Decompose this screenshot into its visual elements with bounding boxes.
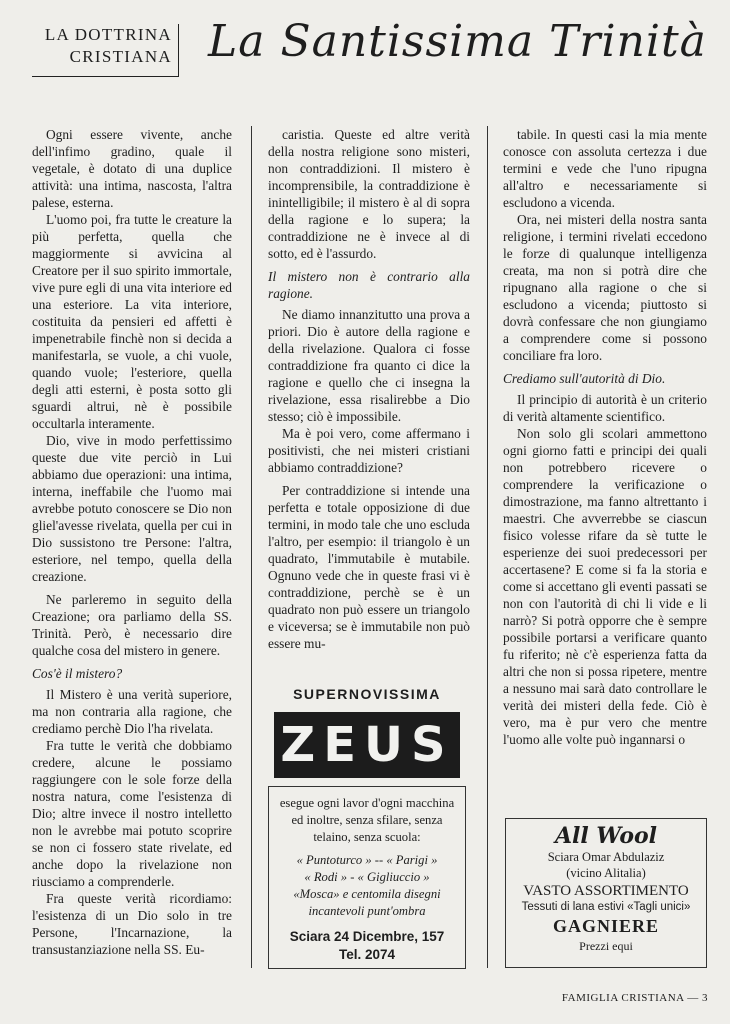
paragraph: Ogni essere vivente, anche dell'infimo gradino, quale il vegetale, è dotato di una duplice attività: una intima, nascosta, l'altra palese, esterna. <box>32 127 232 210</box>
ad-address-note: (vicino Alitalia) <box>566 866 646 880</box>
paragraph: Ne parleremo in seguito della Creazione; ora parliamo della SS. Trinità. Però, è necessario dire qualche cosa del mistero in genere. <box>32 592 232 658</box>
subheading: Il mistero non è contrario alla ragione. <box>268 269 470 301</box>
ad-brand: All Wool <box>554 823 658 849</box>
paragraph: Il Mistero è una verità superiore, ma non contraria alla ragione, che crediamo perchè Dio l'ha rivelata. <box>32 687 232 736</box>
section-label-line1: LA DOTTRINA <box>44 25 172 44</box>
ad-prices: Prezzi equi <box>579 939 633 953</box>
ad-description: esegue ogni lavor d'ogni macchina ed inoltre, senza sfilare, senza telaino, senza scuola: <box>279 796 455 844</box>
article-title: La Santissima Trinità <box>208 16 707 67</box>
ad-address: Sciara Omar Abdulaziz <box>547 850 665 864</box>
paragraph: Il principio di autorità è un criterio di verità altamente scientifico. <box>503 392 707 424</box>
paragraph: caristia. Queste ed altre verità della nostra religione sono misteri, non contraddizioni. Il mistero è incomprensibile, la contraddizione è inintelligibile; il mistero è al di sopra della ragione e lo supera; la contraddizione ne è invece al di sotto, ed è l'assurdo. <box>268 127 470 261</box>
paragraph: Ma è poi vero, come affermano i positivisti, che nei misteri cristiani abbiamo contraddizione? <box>268 426 470 475</box>
ad-address: Sciara 24 Dicembre, 157 <box>289 929 445 944</box>
subheading: Cos'è il mistero? <box>32 666 123 681</box>
article-column-3 <box>503 126 707 748</box>
paragraph: Ne diamo innanzitutto una prova a priori. Dio è autore della ragione e della rivelazione. Qualora ci fosse contraddizione fra quanto ci dice la ragione e quello che ci insegna la rivelazione, essa risalirebbe a Dio stesso; ciò è impossibile. <box>268 307 470 424</box>
article-column-1 <box>32 126 232 958</box>
ad-fabrics: Tessuti di lana estivi «Tagli unici» <box>521 901 691 913</box>
column-divider <box>251 126 252 968</box>
ad-assortment: VASTO ASSORTIMENTO <box>523 883 689 899</box>
ad-stitch-list: « Rodi » - « Gigliuccio » <box>304 870 430 884</box>
subheading: Crediamo sull'autorità di Dio. <box>503 371 666 386</box>
section-label <box>32 24 179 77</box>
all-wool-advertisement <box>505 818 707 968</box>
column-divider <box>487 126 488 968</box>
zeus-logo: ZEUS <box>274 712 460 778</box>
section-label-line2: CRISTIANA <box>69 47 172 66</box>
ad-telephone: Tel. 2074 <box>338 947 396 962</box>
paragraph: tabile. In questi casi la mia mente conosce con assoluta certezza i due termini e vede che l'uno ripugna all'altro e necessariamente si escludono a vicenda. <box>503 127 707 210</box>
paragraph: Ora, nei misteri della nostra santa religione, i termini rivelati eccedono le forze di qualunque intelligenza creata, ma non si potrà dire che ripugnano alla ragione o che si escludono a vicenda; piuttosto si dovrà confessare che non giungiamo a comprendere come si possono conciliare fra loro. <box>503 212 707 363</box>
paragraph: Dio, vive in modo perfettissimo queste due vite perciò in Lui abbiamo due operazioni: una intima, interna, ineffabile che l'uomo mai avrebbe potuto conoscere se Dio non gliel'avesse rivelata, quella per cui in Dio sussistono tre Persone: l'altra, esteriore, nel tempo, quella della creazione. <box>32 433 232 584</box>
ad-stitch-list: « Puntoturco » -- « Parigi » <box>296 853 438 867</box>
page-header <box>32 18 712 86</box>
article-column-2 <box>268 126 470 652</box>
ad-stitch-list: «Mosca» e centomila disegni incantevoli punt'ombra <box>293 887 441 918</box>
ad-tagline: SUPERNOVISSIMA <box>293 686 441 702</box>
ad-description-box <box>268 786 466 969</box>
paragraph: Per contraddizione si intende una perfetta e totale opposizione di due termini, in modo tale che uno escluda l'altro, per esempio: il triangolo è un quadrato, l'immutabile è mutabile. Ognuno vede che in queste frasi vi è contraddizione, perchè se è un quadrato non può essere un triangolo e viceversa; se è immutabile non può essere mu- <box>268 483 470 651</box>
zeus-advertisement <box>266 686 468 966</box>
ad-shop-name: GAGNIERE <box>552 916 659 936</box>
paragraph: Fra queste verità ricordiamo: l'esistenza di un Dio solo in tre Persone, l'Incarnazione, la transustanziazione nella SS. Eu- <box>32 891 232 957</box>
paragraph: Non solo gli scolari ammettono ogni giorno fatti e principi dei quali non potrebbero ricevere o comprendere la verificazione o dimostrazione, ma fanno altrettanto i maestri. Che avverrebbe se ciascun fisico volesse rifare da sè tutte le esperienze dei suoi predecessori per accertasene? E come si fa la storia e come si accettano gli eventi passati se non con l'autorità di chi li vide e li narrò? Si potrà opporre che è sempre possibile portarsi a verificare quanto fu riferito; nè c'è esperienza fatta da altri che non si possa ripetere, mentre a nessuno mai sarà dato controllare le verità dei misteri della fede. Ciò è vero, ma è pur vero che mentre l'uomo alle volte può ingannarsi o <box>503 426 707 747</box>
paragraph: L'uomo poi, fra tutte le creature la più perfetta, quella che maggiormente si avvicina al Creatore per il suo spirito immortale, vive pure egli di una vita interiore ed una esteriore. La vita interiore, costituita da pensieri ed affetti è impenetrabile finchè non si decida a manifestarla, se vuole, a chi vuole, quando vuole; l'esteriore, quella degli atti esterni, è posta sotto gli sguardi altrui, nè è possibile occultarla interamente. <box>32 212 232 431</box>
page-footer: FAMIGLIA CRISTIANA — 3 <box>561 992 708 1004</box>
paragraph: Fra tutte le verità che dobbiamo credere, alcune le possiamo raggiungere con le sole forze della nostra natura, come l'esistenza di Dio; altre invece il nostro intelletto non le avrebbe mai potuto scoprire se non ci fossero state rivelate, ed anche dopo la rivelazione non riusciamo a comprenderle. <box>32 738 232 889</box>
